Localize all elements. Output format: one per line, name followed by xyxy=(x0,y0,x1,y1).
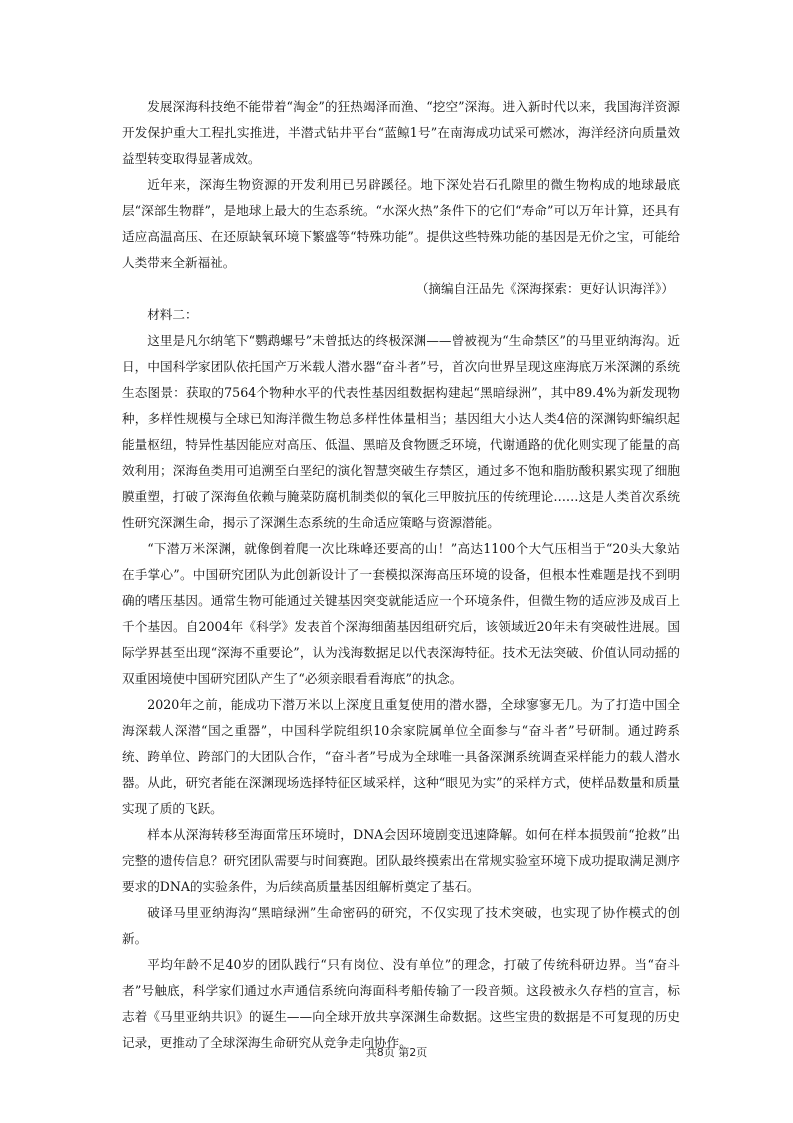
paragraph-mariana-consensus: 平均年龄不足40岁的团队践行“只有岗位、没有单位”的理念，打破了传统科研边界。当“奋斗者”号触底，科学家们通过水声通信系统向海面科考船传输了一段音频。这段被永久存档的宣言，标志着《马里亚纳共识》的诞生——向全球开放共享深渊生命数据。这些宝贵的数据是不可复现的历史记录，更推动了全球深海生命研究从竞争走向协作。 xyxy=(122,957,680,1050)
paragraph-mariana-trench: 这里是凡尔纳笔下“鹦鹉螺号”未曾抵达的终极深渊——曾被视为“生命禁区”的马里亚纳海沟。近日，中国科学家团队依托国产万米载人潜水器“奋斗者”号，首次向世界呈现这座海底万米深渊的系统生态图景：获取的7564个物种水平的代表性基因组数据构建起“黑暗绿洲”，其中89.4%为新发现物种，多样性规模与全球已知海洋微生物总多样性体量相当；基因组大小达人类4倍的深渊钩虾编织起能量枢纽，特异性基因能应对高压、低温、黑暗及食物匮乏环境，代谢通路的优化则实现了能量的高效利用；深海鱼类用可追溯至白垩纪的演化智慧突破生存禁区，通过多不饱和脂肪酸积累实现了细胞膜重塑，打破了深海鱼依赖与腌菜防腐机制类似的氧化三甲胺抗压的传统理论……这是人类首次系统性研究深渊生命，揭示了深渊生态系统的生命适应策略与资源潜能。 xyxy=(122,333,680,530)
material-two-label: 材料二： xyxy=(147,307,198,322)
page-number: 共8页 第2页 xyxy=(365,1046,428,1059)
paragraph-dna-rescue: 样本从深海转移至海面常压环境时，DNA会因环境剧变迅速降解。如何在样本损毁前“抢救”出完整的遗传信息？研究团队需要与时间赛跑。团队最终摸索出在常规实验室环境下成功提取满足测序要求的DNA的实验条件，为后续高质量基因组解析奠定了基石。 xyxy=(122,827,680,894)
paragraph-pressure-challenge: “下潜万米深渊，就像倒着爬一次比珠峰还要高的山！”高达1100个大气压相当于“20头大象站在手掌心”。中国研究团队为此创新设计了一套模拟深海高压环境的设备，但根本性难题是找不到明确的嗜压基因。通常生物可能通过关键基因突变就能适应一个环境条件，但微生物的适应涉及成百上千个基因。自2004年《科学》发表首个深海细菌基因组研究后，该领域近20年未有突破性进展。国际学界甚至出现“深海不重要论”，认为浅海数据足以代表深海特征。技术无法突破、价值认同动摇的双重困境使中国研究团队产生了“必须亲眼看看海底”的执念。 xyxy=(122,541,680,686)
paragraph-submersible: 2020年之前，能成功下潜万米以上深度且重复使用的潜水器，全球寥寥无几。为了打造中国全海深载人深潜“国之重器”，中国科学院组织10余家院属单位全面参与“奋斗者”号研制。通过跨系统、跨单位、跨部门的大团队合作，“奋斗者”号成为全球唯一具备深渊系统调查采样能力的载人潜水器。从此，研究者能在深渊现场选择特征区域采样，这种“眼见为实”的采样方式，使样品数量和质量实现了质的飞跃。 xyxy=(122,697,680,816)
paragraph-deep-biosphere: 近年来，深海生物资源的开发利用已另辟蹊径。地下深处岩石孔隙里的微生物构成的地球最底层“深部生物群”，是地球上最大的生态系统。“水深火热”条件下的它们“寿命”可以万年计算，还具有适应高温高压、在还原缺氧环境下繁盛等“特殊功能”。提供这些特殊功能的基因是无价之宝，可能给人类带来全新福祉。 xyxy=(122,177,680,270)
page-footer xyxy=(0,1044,793,1060)
document-body xyxy=(122,94,680,1056)
source-citation: （摘编自汪品先《深海探索：更好认识海洋》） xyxy=(415,281,674,296)
paragraph-deep-sea-tech: 发展深海科技绝不能带着“淘金”的狂热竭泽而渔、“挖空”深海。进入新时代以来，我国海洋资源开发保护重大工程扎实推进，半潜式钻井平台“蓝鲸1号”在南海成功试采可燃冰，海洋经济向质量效益型转变取得显著成效。 xyxy=(122,99,680,166)
paragraph-collaboration: 破译马里亚纳海沟“黑暗绿洲”生命密码的研究，不仅实现了技术突破，也实现了协作模式的创新。 xyxy=(122,905,680,946)
